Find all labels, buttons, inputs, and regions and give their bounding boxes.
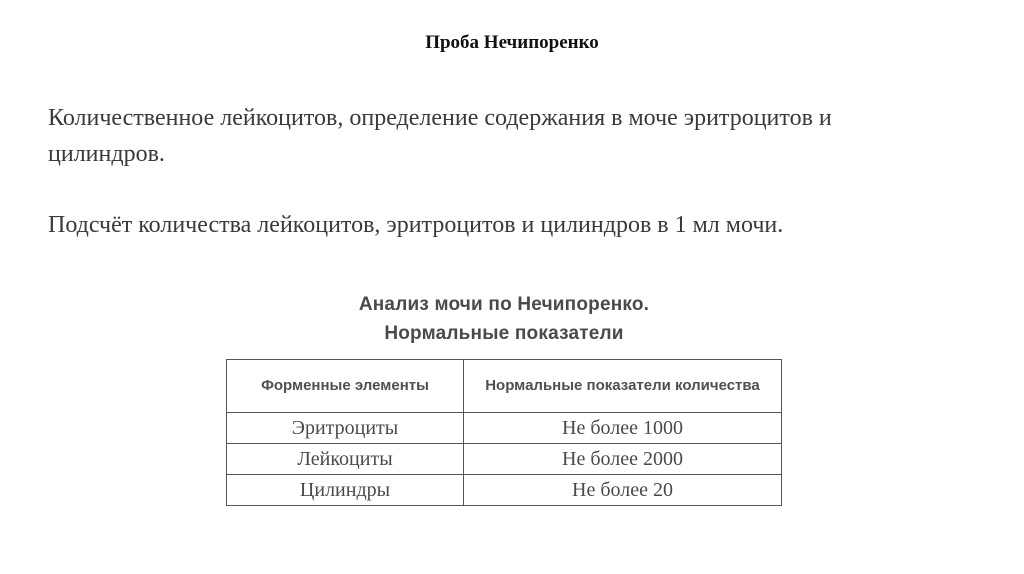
description-paragraph: Количественное лейкоцитов, определение содержания в моче эритроцитов и цилиндров. (48, 105, 832, 167)
cell-element: Эритроциты (227, 413, 464, 444)
header-normal-values: Нормальные показатели количества (464, 360, 782, 413)
table-row (227, 444, 782, 475)
cell-element: Цилиндры (227, 475, 464, 506)
table-row (227, 475, 782, 506)
header-elements: Форменные элементы (227, 360, 464, 413)
cell-norm: Не более 2000 (464, 444, 782, 475)
slide-title: Проба Нечипоренко (425, 32, 599, 53)
method-paragraph: Подсчёт количества лейкоцитов, эритроцитов и цилиндров в 1 мл мочи. (48, 212, 784, 238)
figure-caption-line-2: Нормальные показатели (384, 323, 624, 344)
cell-norm: Не более 1000 (464, 413, 782, 444)
table-header-row (227, 360, 782, 413)
norms-table (226, 359, 782, 506)
norms-figure (226, 290, 782, 506)
figure-caption (226, 290, 782, 348)
cell-norm: Не более 20 (464, 475, 782, 506)
figure-caption-line-1: Анализ мочи по Нечипоренко. (358, 294, 650, 315)
table-row (227, 413, 782, 444)
cell-element: Лейкоциты (227, 444, 464, 475)
